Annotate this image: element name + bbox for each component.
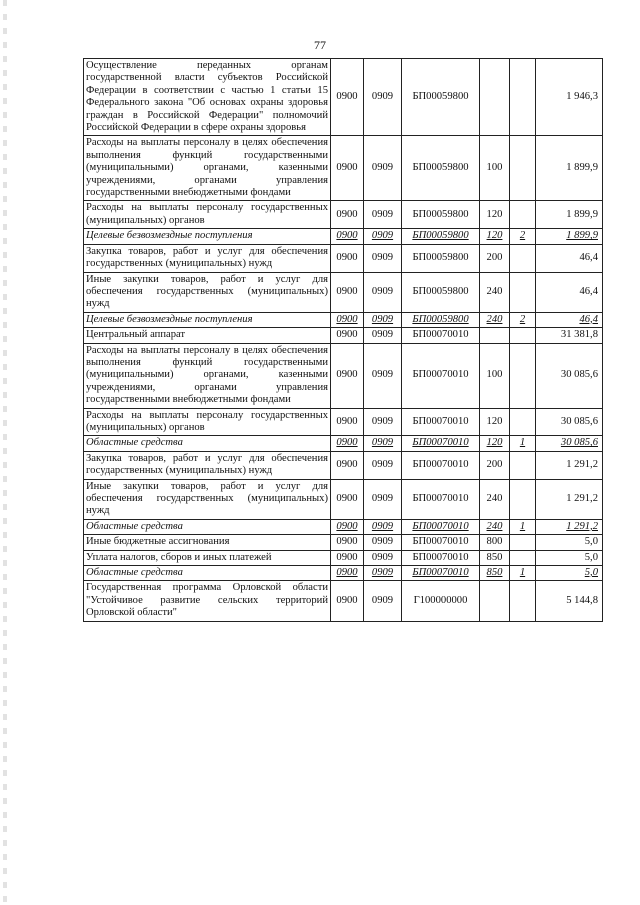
funding-source-cell — [510, 272, 536, 312]
table-row — [84, 328, 603, 343]
section-code-cell: 0900 — [331, 408, 364, 436]
table-row — [84, 436, 603, 451]
section-code-cell: 0900 — [331, 550, 364, 565]
amount-cell: 46,4 — [536, 244, 603, 272]
expense-type-cell: 120 — [480, 436, 510, 451]
row-name-cell: Иные закупки товаров, работ и услуг для обеспечения государственных (муниципальных) нужд — [84, 479, 331, 519]
row-name-cell: Уплата налогов, сборов и иных платежей — [84, 550, 331, 565]
row-name-cell: Центральный аппарат — [84, 328, 331, 343]
table-row — [84, 519, 603, 534]
section-code-cell: 0900 — [331, 229, 364, 244]
amount-cell: 31 381,8 — [536, 328, 603, 343]
expense-type-cell: 850 — [480, 550, 510, 565]
funding-source-cell — [510, 201, 536, 229]
section-code-cell: 0900 — [331, 136, 364, 201]
table-row — [84, 201, 603, 229]
subsection-code-cell: 0909 — [364, 229, 402, 244]
amount-cell: 5,0 — [536, 535, 603, 550]
subsection-code-cell: 0909 — [364, 566, 402, 581]
row-name-cell: Иные бюджетные ассигнования — [84, 535, 331, 550]
table-row — [84, 451, 603, 479]
target-article-cell: БП00059800 — [402, 201, 480, 229]
page-number: 77 — [314, 38, 326, 52]
target-article-cell: БП00070010 — [402, 535, 480, 550]
row-name-cell: Расходы на выплаты персоналу в целях обеспечения выполнения функций государственными (муниципальными) органами, казенными учреждениями, органами управления государственными внебюджетными фондами — [84, 136, 331, 201]
row-name-cell: Целевые безвозмездные поступления — [84, 229, 331, 244]
subsection-code-cell: 0909 — [364, 451, 402, 479]
expense-type-cell: 100 — [480, 136, 510, 201]
funding-source-cell — [510, 479, 536, 519]
section-code-cell: 0900 — [331, 519, 364, 534]
row-name-cell: Расходы на выплаты персоналу государственных (муниципальных) органов — [84, 408, 331, 436]
amount-cell: 1 899,9 — [536, 136, 603, 201]
table-row — [84, 312, 603, 327]
row-name-cell: Закупка товаров, работ и услуг для обеспечения государственных (муниципальных) нужд — [84, 451, 331, 479]
row-name-cell: Осуществление переданных органам государственной власти субъектов Российской Федерации в соответствии с частью 1 статьи 15 Федерального закона "Об основах охраны здоровья граждан в Российской Федерации" полномочий Российской Федерации в сфере охраны здоровья — [84, 59, 331, 136]
funding-source-cell: 1 — [510, 519, 536, 534]
funding-source-cell — [510, 451, 536, 479]
table-row — [84, 229, 603, 244]
row-name-cell: Расходы на выплаты персоналу в целях обеспечения выполнения функций государственными (муниципальными) органами, казенными учреждениями, органами управления государственными внебюджетными фондами — [84, 343, 331, 408]
section-code-cell: 0900 — [331, 451, 364, 479]
table-row — [84, 550, 603, 565]
row-name-cell: Государственная программа Орловской области "Устойчивое развитие сельских территорий Орловской области" — [84, 581, 331, 621]
expense-type-cell: 850 — [480, 566, 510, 581]
section-code-cell: 0900 — [331, 436, 364, 451]
funding-source-cell: 2 — [510, 312, 536, 327]
funding-source-cell: 1 — [510, 436, 536, 451]
subsection-code-cell: 0909 — [364, 328, 402, 343]
target-article-cell: БП00059800 — [402, 229, 480, 244]
amount-cell: 46,4 — [536, 272, 603, 312]
amount-cell: 5,0 — [536, 566, 603, 581]
funding-source-cell — [510, 328, 536, 343]
row-name-cell: Целевые безвозмездные поступления — [84, 312, 331, 327]
subsection-code-cell: 0909 — [364, 408, 402, 436]
section-code-cell: 0900 — [331, 535, 364, 550]
row-name-cell: Областные средства — [84, 566, 331, 581]
funding-source-cell — [510, 550, 536, 565]
funding-source-cell — [510, 244, 536, 272]
section-code-cell: 0900 — [331, 479, 364, 519]
subsection-code-cell: 0909 — [364, 479, 402, 519]
target-article-cell: БП00070010 — [402, 479, 480, 519]
table-row — [84, 244, 603, 272]
amount-cell: 5 144,8 — [536, 581, 603, 621]
section-code-cell: 0900 — [331, 272, 364, 312]
amount-cell: 1 899,9 — [536, 201, 603, 229]
subsection-code-cell: 0909 — [364, 343, 402, 408]
table-row — [84, 566, 603, 581]
amount-cell: 1 291,2 — [536, 519, 603, 534]
section-code-cell: 0900 — [331, 343, 364, 408]
section-code-cell: 0900 — [331, 312, 364, 327]
target-article-cell: БП00070010 — [402, 519, 480, 534]
expense-type-cell: 240 — [480, 272, 510, 312]
amount-cell: 1 291,2 — [536, 479, 603, 519]
table-row — [84, 136, 603, 201]
amount-cell: 1 291,2 — [536, 451, 603, 479]
target-article-cell: БП00059800 — [402, 136, 480, 201]
table-row — [84, 535, 603, 550]
table-row — [84, 272, 603, 312]
target-article-cell: БП00070010 — [402, 408, 480, 436]
funding-source-cell — [510, 408, 536, 436]
subsection-code-cell: 0909 — [364, 59, 402, 136]
table-row — [84, 408, 603, 436]
target-article-cell: БП00059800 — [402, 312, 480, 327]
funding-source-cell — [510, 581, 536, 621]
expense-type-cell: 240 — [480, 479, 510, 519]
target-article-cell: Г100000000 — [402, 581, 480, 621]
row-name-cell: Областные средства — [84, 519, 331, 534]
amount-cell: 30 085,6 — [536, 408, 603, 436]
subsection-code-cell: 0909 — [364, 312, 402, 327]
amount-cell: 5,0 — [536, 550, 603, 565]
target-article-cell: БП00070010 — [402, 328, 480, 343]
section-code-cell: 0900 — [331, 201, 364, 229]
target-article-cell: БП00070010 — [402, 566, 480, 581]
expense-type-cell — [480, 328, 510, 343]
amount-cell: 1 899,9 — [536, 229, 603, 244]
row-name-cell: Закупка товаров, работ и услуг для обеспечения государственных (муниципальных) нужд — [84, 244, 331, 272]
table-row — [84, 343, 603, 408]
target-article-cell: БП00070010 — [402, 436, 480, 451]
subsection-code-cell: 0909 — [364, 136, 402, 201]
target-article-cell: БП00059800 — [402, 244, 480, 272]
expense-type-cell: 120 — [480, 229, 510, 244]
subsection-code-cell: 0909 — [364, 436, 402, 451]
subsection-code-cell: 0909 — [364, 535, 402, 550]
row-name-cell: Областные средства — [84, 436, 331, 451]
target-article-cell: БП00070010 — [402, 343, 480, 408]
subsection-code-cell: 0909 — [364, 519, 402, 534]
funding-source-cell — [510, 535, 536, 550]
budget-table — [83, 58, 603, 622]
expense-type-cell: 240 — [480, 519, 510, 534]
section-code-cell: 0900 — [331, 566, 364, 581]
amount-cell: 30 085,6 — [536, 436, 603, 451]
amount-cell: 1 946,3 — [536, 59, 603, 136]
target-article-cell: БП00070010 — [402, 550, 480, 565]
funding-source-cell — [510, 59, 536, 136]
expense-type-cell: 240 — [480, 312, 510, 327]
section-code-cell: 0900 — [331, 328, 364, 343]
section-code-cell: 0900 — [331, 244, 364, 272]
section-code-cell: 0900 — [331, 581, 364, 621]
subsection-code-cell: 0909 — [364, 272, 402, 312]
funding-source-cell: 2 — [510, 229, 536, 244]
amount-cell: 30 085,6 — [536, 343, 603, 408]
subsection-code-cell: 0909 — [364, 244, 402, 272]
table-row — [84, 59, 603, 136]
funding-source-cell: 1 — [510, 566, 536, 581]
subsection-code-cell: 0909 — [364, 201, 402, 229]
scan-edge-artifact — [3, 0, 7, 905]
table-row — [84, 479, 603, 519]
target-article-cell: БП00059800 — [402, 59, 480, 136]
row-name-cell: Расходы на выплаты персоналу государственных (муниципальных) органов — [84, 201, 331, 229]
budget-table-body — [84, 59, 603, 622]
expense-type-cell: 120 — [480, 201, 510, 229]
row-name-cell: Иные закупки товаров, работ и услуг для обеспечения государственных (муниципальных) нужд — [84, 272, 331, 312]
funding-source-cell — [510, 343, 536, 408]
expense-type-cell: 120 — [480, 408, 510, 436]
section-code-cell: 0900 — [331, 59, 364, 136]
expense-type-cell — [480, 59, 510, 136]
subsection-code-cell: 0909 — [364, 581, 402, 621]
expense-type-cell: 200 — [480, 451, 510, 479]
target-article-cell: БП00059800 — [402, 272, 480, 312]
expense-type-cell: 800 — [480, 535, 510, 550]
table-row — [84, 581, 603, 621]
subsection-code-cell: 0909 — [364, 550, 402, 565]
expense-type-cell: 200 — [480, 244, 510, 272]
expense-type-cell — [480, 581, 510, 621]
target-article-cell: БП00070010 — [402, 451, 480, 479]
expense-type-cell: 100 — [480, 343, 510, 408]
funding-source-cell — [510, 136, 536, 201]
amount-cell: 46,4 — [536, 312, 603, 327]
